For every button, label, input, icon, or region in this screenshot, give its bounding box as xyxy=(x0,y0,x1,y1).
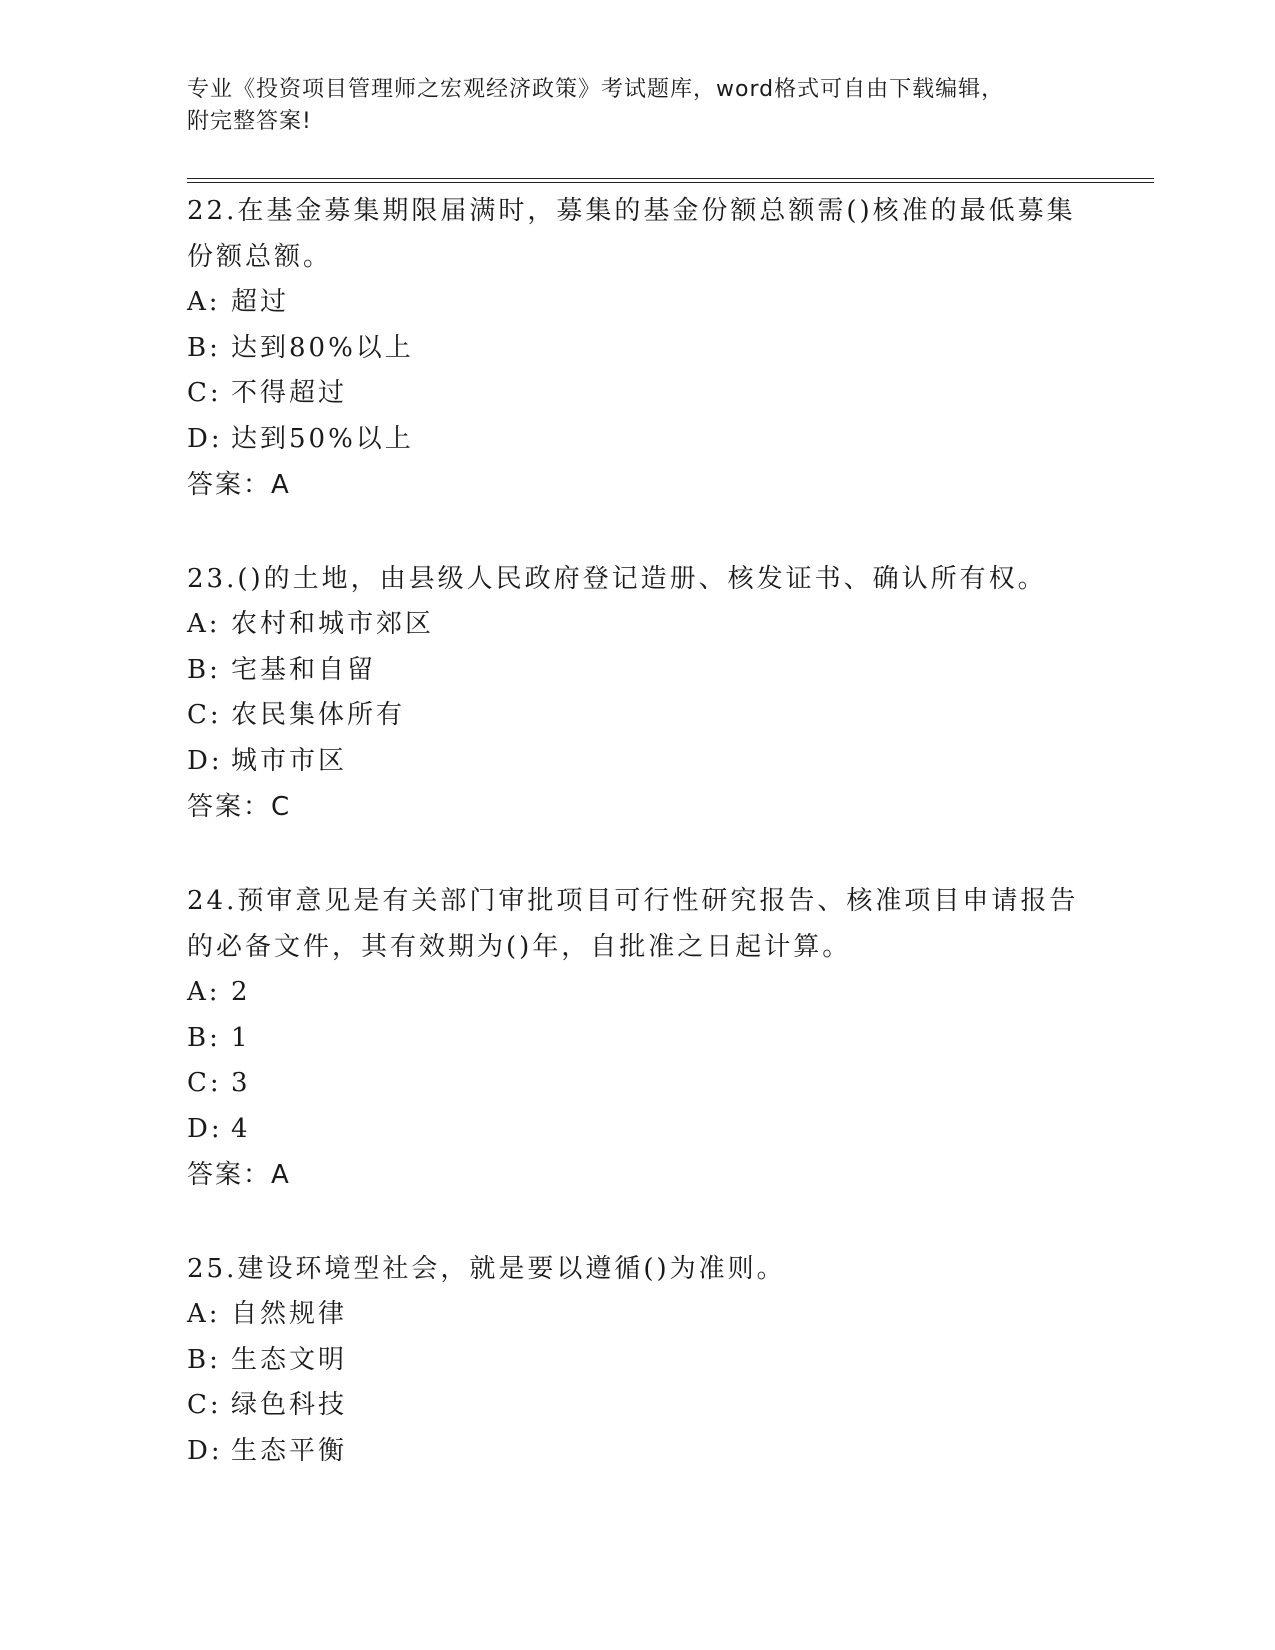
header-line-1: 专业《投资项目管理师之宏观经济政策》考试题库，word格式可自由下载编辑， xyxy=(187,77,1005,102)
option-key: A: xyxy=(187,287,221,317)
option-key: A: xyxy=(187,1299,221,1329)
question-block xyxy=(187,556,1087,830)
answer-option xyxy=(187,1061,1087,1107)
answer-line xyxy=(187,784,1087,830)
option-text: 自然规律 xyxy=(231,1299,348,1329)
answer-option xyxy=(187,1429,1087,1475)
option-key: B: xyxy=(187,1344,221,1375)
answer-option xyxy=(187,739,1087,785)
option-key: B: xyxy=(187,1022,221,1053)
option-key: B: xyxy=(187,654,221,685)
option-key: A: xyxy=(187,977,221,1007)
answer-option xyxy=(187,970,1087,1016)
option-key: C: xyxy=(187,1068,222,1098)
answer-option xyxy=(187,1338,1087,1384)
option-text: 城市市区 xyxy=(231,745,348,776)
option-text: 生态平衡 xyxy=(231,1435,348,1466)
option-key: D: xyxy=(187,1435,223,1466)
option-key: B: xyxy=(187,332,221,363)
answer-option xyxy=(187,417,1087,463)
answer-label: 答案： xyxy=(187,470,272,500)
answer-option xyxy=(187,371,1087,417)
option-key: D: xyxy=(187,1113,223,1144)
answer-label: 答案： xyxy=(187,1160,272,1190)
answer-value: A xyxy=(271,470,291,500)
option-text: 绿色科技 xyxy=(231,1390,348,1420)
document-header xyxy=(187,74,1087,138)
option-text: 2 xyxy=(231,977,251,1007)
answer-option xyxy=(187,1292,1087,1338)
option-key: C: xyxy=(187,1390,222,1420)
answer-label: 答案： xyxy=(187,792,272,822)
option-key: C: xyxy=(187,378,222,408)
question-stem: 24.预审意见是有关部门审批项目可行性研究报告、核准项目申请报告的必备文件，其有效期为()年，自批准之日起计算。 xyxy=(187,886,1079,962)
question-stem: 25.建设环境型社会，就是要以遵循()为准则。 xyxy=(187,1254,786,1284)
option-text: 3 xyxy=(231,1068,251,1098)
answer-option xyxy=(187,1383,1087,1429)
answer-option xyxy=(187,602,1087,648)
answer-option xyxy=(187,693,1087,739)
option-text: 达到80%以上 xyxy=(231,332,414,363)
answer-value: A xyxy=(271,1160,291,1190)
question-block xyxy=(187,878,1087,1198)
option-key: D: xyxy=(187,423,223,454)
option-text: 生态文明 xyxy=(231,1344,348,1375)
option-text: 1 xyxy=(231,1022,251,1053)
answer-option xyxy=(187,1016,1087,1062)
answer-option xyxy=(187,648,1087,694)
answer-option xyxy=(187,1107,1087,1153)
option-key: C: xyxy=(187,700,222,730)
question-stem: 23.()的土地，由县级人民政府登记造册、核发证书、确认所有权。 xyxy=(187,564,1047,594)
option-key: D: xyxy=(187,745,223,776)
question-stem: 22.在基金募集期限届满时，募集的基金份额总额需()核准的最低募集份额总额。 xyxy=(187,196,1076,272)
question-block xyxy=(187,188,1087,508)
option-text: 宅基和自留 xyxy=(231,654,377,685)
answer-option xyxy=(187,280,1087,326)
option-text: 农村和城市郊区 xyxy=(231,609,435,639)
option-text: 农民集体所有 xyxy=(231,700,406,730)
question-block xyxy=(187,1246,1087,1474)
option-text: 4 xyxy=(231,1113,251,1144)
question-list xyxy=(187,188,1087,1522)
answer-line xyxy=(187,462,1087,508)
answer-option xyxy=(187,326,1087,372)
header-divider xyxy=(187,178,1154,183)
option-text: 达到50%以上 xyxy=(231,423,414,454)
answer-value: C xyxy=(271,792,292,822)
option-text: 超过 xyxy=(231,287,290,317)
answer-line xyxy=(187,1152,1087,1198)
option-text: 不得超过 xyxy=(231,378,348,408)
option-key: A: xyxy=(187,609,221,639)
header-line-2: 附完整答案! xyxy=(187,109,312,134)
